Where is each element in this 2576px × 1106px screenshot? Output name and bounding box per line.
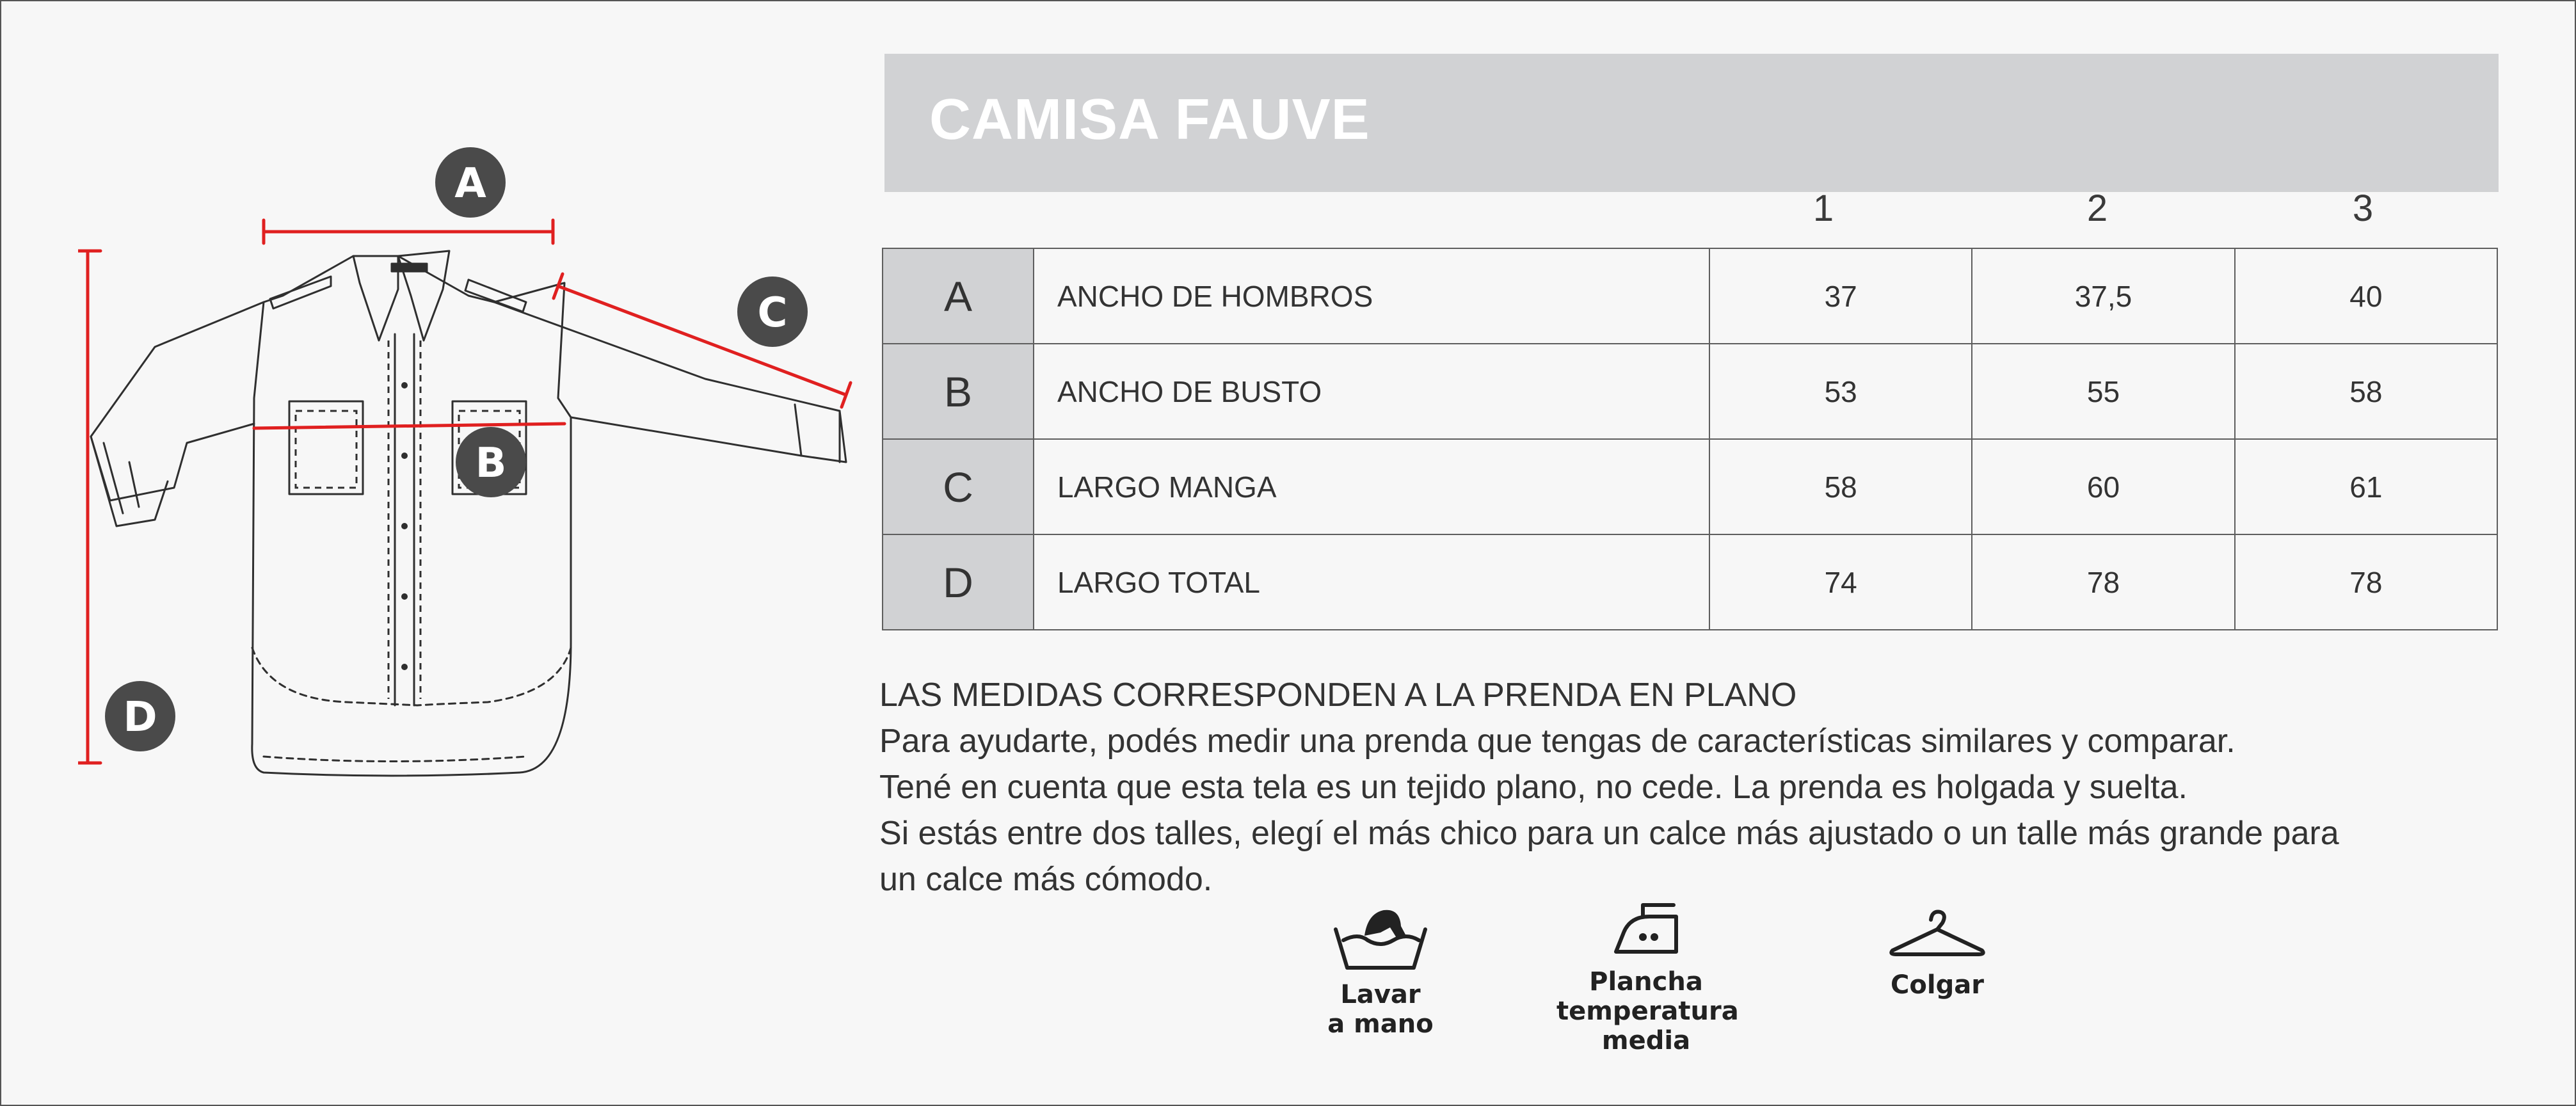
measure-value: 78 — [2235, 534, 2497, 630]
measure-value: 74 — [1709, 534, 1972, 630]
shirt-body-outline — [252, 256, 571, 776]
measure-value: 58 — [2235, 344, 2497, 439]
measure-value: 37,5 — [1972, 248, 2234, 344]
table-row — [883, 439, 2497, 534]
row-letter: B — [883, 344, 1034, 439]
measure-name: LARGO TOTAL — [1034, 534, 1709, 630]
measure-value: 61 — [2235, 439, 2497, 534]
measure-name: ANCHO DE HOMBROS — [1034, 248, 1709, 344]
measure-line-d — [78, 251, 100, 763]
shirt-placket — [395, 334, 414, 705]
product-title: CAMISA FAUVE — [929, 88, 1370, 152]
measure-value: 37 — [1709, 248, 1972, 344]
care-iron — [1556, 897, 1739, 1055]
notes-heading: LAS MEDIDAS CORRESPONDEN A LA PRENDA EN PLANO — [879, 677, 1797, 714]
badge-a-letter: A — [454, 160, 486, 207]
row-letter: D — [883, 534, 1034, 630]
badge-c-letter: C — [757, 289, 788, 337]
table-row — [883, 534, 2497, 630]
product-title-bar — [884, 54, 2499, 192]
measure-value: 58 — [1709, 439, 1972, 534]
shirt-left-cuff — [91, 437, 168, 526]
measure-line-a — [264, 220, 553, 243]
badge-b-letter: B — [475, 440, 507, 487]
size-header-2: 2 — [2086, 188, 2108, 229]
shirt-left-pocket — [289, 401, 363, 494]
iron-medium-temperature-icon — [1611, 897, 1681, 958]
badge-a — [435, 147, 506, 218]
care-hang-label: Colgar — [1891, 970, 1984, 1000]
measure-name: LARGO MANGA — [1034, 439, 1709, 534]
measure-value: 55 — [1972, 344, 2234, 439]
size-header-3: 3 — [2352, 188, 2374, 229]
hand-wash-icon — [1329, 901, 1432, 971]
size-header-1: 1 — [1812, 188, 1834, 229]
row-letter: A — [883, 248, 1034, 344]
table-row — [883, 248, 2497, 344]
badge-d-letter: D — [123, 694, 157, 741]
measure-value: 60 — [1972, 439, 2234, 534]
care-hand-wash — [1300, 901, 1460, 1039]
notes-line: Tené en cuenta que esta tela es un tejido plano, no cede. La prenda es holgada y suelta. — [879, 769, 2188, 806]
care-hang — [1873, 907, 2001, 1000]
measure-value: 40 — [2235, 248, 2497, 344]
measure-name: ANCHO DE BUSTO — [1034, 344, 1709, 439]
care-hand-wash-label: Lavar a mano — [1327, 980, 1434, 1039]
badge-d — [105, 681, 175, 751]
badge-b — [456, 427, 526, 497]
care-iron-label: Plancha temperatura media — [1556, 967, 1739, 1055]
table-row — [883, 344, 2497, 439]
notes-line: Para ayudarte, podés medir una prenda que tengas de características similares y comparar. — [879, 723, 2236, 760]
notes-line: Si estás entre dos talles, elegí el más chico para un calce más ajustado o un talle más grande para un calce más cómodo. — [879, 815, 2339, 898]
shirt-measurement-diagram — [78, 142, 872, 808]
measure-value: 53 — [1709, 344, 1972, 439]
measurement-notes — [879, 672, 2492, 902]
shirt-left-sleeve — [91, 302, 264, 501]
size-table — [882, 248, 2498, 630]
shirt-right-cuff — [795, 405, 840, 462]
measure-line-b — [254, 424, 564, 428]
badge-c — [737, 276, 808, 347]
measure-value: 78 — [1972, 534, 2234, 630]
hanger-icon — [1886, 907, 1988, 961]
row-letter: C — [883, 439, 1034, 534]
